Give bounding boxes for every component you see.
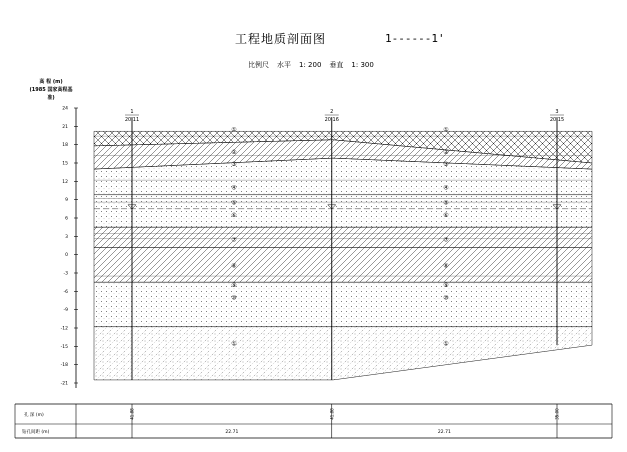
layer-symbol: ① <box>231 340 237 348</box>
gravel-layer <box>94 327 592 380</box>
horizontal-scale-label: 水平 <box>277 61 291 69</box>
layer-symbol: ⑦ <box>443 236 449 244</box>
elevation-axis-label: 高 程 (m) <box>39 79 63 85</box>
soil-layers <box>94 126 592 380</box>
layer-symbol: ⑨ <box>443 282 449 290</box>
elevation-datum-label: (1985 国家高程基准) <box>29 87 73 101</box>
layer-symbol: ② <box>231 149 237 156</box>
medium-sand-layer <box>94 282 592 327</box>
elevation-tick-label: 21 <box>62 124 68 130</box>
borehole-elevation: 20.16 <box>324 117 339 123</box>
elevation-tick-label: 24 <box>62 106 68 112</box>
borehole-table <box>15 404 612 438</box>
clay-layer <box>94 227 592 247</box>
layer-symbol: ⑤ <box>231 199 237 207</box>
layer-symbol: ① <box>443 126 449 134</box>
layer-symbol: ⑧ <box>231 262 237 270</box>
elevation-tick-label: 6 <box>65 216 68 222</box>
spacing-row-label: 钻孔间距 (m) <box>22 430 50 435</box>
borehole-id: 3 <box>555 109 559 115</box>
layer-symbol: ③ <box>443 161 449 169</box>
elevation-tick-label: 12 <box>62 179 68 185</box>
layer-symbol: ⑦ <box>231 236 237 244</box>
layer-symbol: ⑧ <box>443 262 449 270</box>
elevation-axis-ticks <box>61 106 78 387</box>
page-title: 工程地质剖面图 <box>235 32 327 46</box>
elevation-tick-label: -9 <box>63 308 68 314</box>
layer-symbol: ① <box>443 340 449 348</box>
silty-clay-layer-2 <box>94 247 592 282</box>
layer-symbol: ⑥ <box>231 211 237 219</box>
elevation-tick-label: -21 <box>60 381 68 387</box>
elevation-tick-label: 15 <box>62 161 68 167</box>
borehole-elevation: 20.11 <box>124 117 140 123</box>
elevation-tick-label: -3 <box>63 271 68 277</box>
layer-symbol: ② <box>443 149 449 156</box>
elevation-tick-label: -18 <box>60 363 68 369</box>
layer-symbol: ⑥ <box>443 211 449 219</box>
borehole-id: 1 <box>130 109 134 115</box>
borehole-elevation: 20.15 <box>549 117 565 123</box>
layer-symbol: ⑩ <box>443 294 449 302</box>
layer-symbol: ③ <box>231 161 237 169</box>
section-label: 1------1' <box>385 32 445 45</box>
horizontal-scale-value: 1: 200 <box>299 61 322 69</box>
borehole-spacing: 22.71 <box>225 430 239 435</box>
elevation-tick-label: -6 <box>63 289 68 295</box>
borehole-id: 2 <box>330 109 334 115</box>
borehole-spacing: 22.71 <box>437 430 451 435</box>
layer-symbol: ① <box>231 126 237 134</box>
layer-symbol: ④ <box>443 184 449 192</box>
elevation-tick-label: 0 <box>65 253 68 259</box>
depth-row-label: 孔 深 (m) <box>24 413 44 418</box>
elevation-tick-label: -15 <box>60 344 68 350</box>
borehole-table-cells <box>130 404 560 438</box>
elevation-tick-label: 18 <box>62 143 68 149</box>
layer-symbol: ④ <box>231 184 237 192</box>
layer-symbol: ⑤ <box>443 199 449 207</box>
elevation-tick-label: -12 <box>60 326 68 332</box>
elevation-tick-label: 3 <box>65 234 68 240</box>
vertical-scale-value: 1: 300 <box>351 61 374 69</box>
borehole-depth: 41.88 <box>129 408 135 420</box>
fine-sand-layer <box>94 195 592 227</box>
layer-symbol: ⑨ <box>231 282 237 290</box>
borehole-depth: 41.88 <box>329 408 335 420</box>
layer-symbol: ⑩ <box>231 294 237 302</box>
borehole-depth: 35.00 <box>554 408 560 420</box>
vertical-scale-label: 垂直 <box>329 61 344 69</box>
scale-label: 比例尺 <box>248 61 269 69</box>
elevation-tick-label: 9 <box>65 198 68 204</box>
